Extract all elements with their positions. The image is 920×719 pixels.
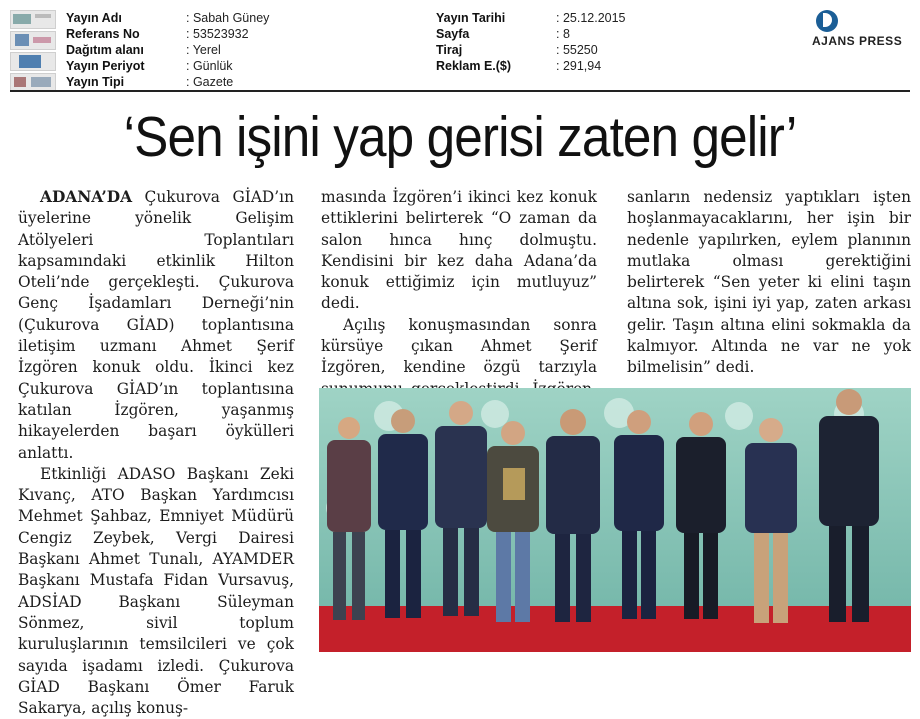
article-paragraph: Etkinliği ADASO Başkanı Zeki Kıvanç, ATO Başkan Yardımcısı Mehmet Şahbaz, Emniyet Müdürü Cengiz Zeybek, Vergi Dairesi Başkanı Ahmet Tunalı, AYAMDER Başkanı Mustafa Fidan Vursavuş, ADSİAD Başkanı Süleyman Sönmez, sivil toplum kuruluşlarının temsilcileri ve çok sayıda işadamı izledi. Çukurova GİAD Başkanı Ömer Faruk Sakarya, açılış konuş- [18, 464, 294, 718]
article-paragraph: masında İzgören’i ikinci kez konuk ettiklerini belirterek “O zaman da salon hınca hınç dolmuştu. Kendisini bir kez daha Adana’da konuk ettiğimiz için mutluyuz” dedi. [321, 188, 597, 313]
meta-label: Yayın Tarihi [436, 11, 506, 25]
meta-label: Tiraj [436, 43, 463, 57]
page-thumbnail [10, 10, 56, 29]
article-paragraph: Açılış konuşmasından sonra kürsüye çıkan Ahmet Şerif İzgören, kendine özgü tarzıyla [321, 315, 597, 377]
meta-label: Yayın Periyot [66, 59, 145, 73]
article-column-2 [321, 187, 597, 421]
meta-value: : 25.12.2015 [556, 11, 626, 25]
meta-label: Yayın Adı [66, 11, 122, 25]
paragraph-text: Çukurova GİAD’ın üyelerine yönelik Gelişim Atölyeleri Toplantıları kapsamındaki etkinlik Hilton Oteli’nde gerçekleşti. Çukurova Genç İşadamları Derneği’nin (Çukurova GİAD) toplantısına iletişim uzmanı Ahmet Şerif İzgören konuk oldu. İkinci kez Çukurova GİAD’ın toplantısına katılan İzgören, yaşanmış hikayelerden başarı öykülleri anlattı. [18, 188, 294, 462]
meta-value: : Sabah Güney [186, 11, 270, 25]
logo-text: AJANS PRESS [812, 34, 903, 48]
meta-value: : Gazete [186, 75, 234, 89]
meta-label: Dağıtım alanı [66, 43, 144, 57]
group-photo [319, 388, 911, 652]
meta-value: : 8 [556, 27, 570, 41]
meta-value: : 291,94 [556, 59, 602, 73]
meta-value: : Günlük [186, 59, 233, 73]
meta-value: : Yerel [186, 43, 221, 57]
dateline: ADANA’DA [40, 188, 133, 206]
logo-icon [816, 10, 838, 32]
article-column-1 [18, 187, 294, 719]
article-paragraph [18, 187, 294, 464]
meta-label: Yayın Tipi [66, 75, 125, 89]
ajans-press-logo [812, 10, 912, 50]
article-paragraph: sanların nedensiz yaptıkları işten hoşlanmayacaklarını, her işin bir nedenle yapılırken, eylem planının mutlaka olması gerektiğini belirterek “Sen yeter ki elini taşın altına sok, işini iyi yap, zaten arkası gelir. Taşın altına elini sokmakla da kalmıyor. Altında ne var ne yok bilmelisin” dedi. [627, 188, 911, 377]
article-column-3 [627, 187, 911, 379]
header-divider [10, 90, 910, 92]
meta-value: : 55250 [556, 43, 598, 57]
meta-value: : 53523932 [186, 27, 249, 41]
page-thumbnails [10, 10, 56, 88]
page-thumbnail [10, 52, 56, 71]
article-photo [319, 388, 911, 652]
meta-label: Referans No [66, 27, 140, 41]
meta-label: Reklam E.($) [436, 59, 512, 73]
meta-label: Sayfa [436, 27, 470, 41]
page-thumbnail [10, 31, 56, 50]
article-headline: ‘Sen işini yap gerisi zaten gelir’ [123, 105, 797, 169]
metadata-right [436, 10, 626, 74]
metadata-left [66, 10, 269, 90]
